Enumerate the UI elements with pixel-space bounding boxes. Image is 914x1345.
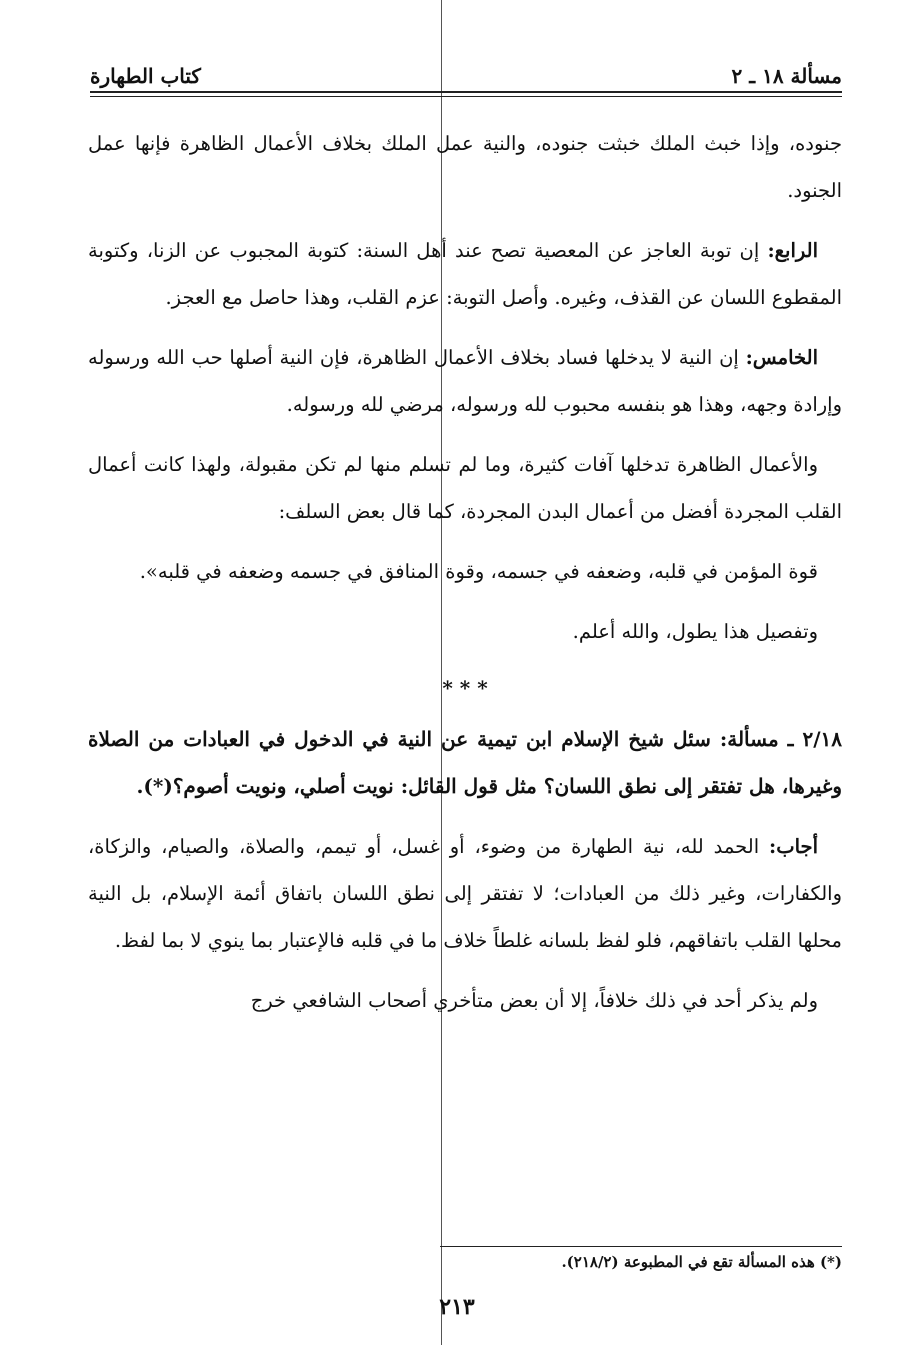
question-number: ٢/١٨ ـ مسألة: [719,727,843,751]
answer-text: الحمد لله، نية الطهارة من وضوء، أو غسل، أو تيمم، والصلاة، والصيام، والزكاة، والكفارات، وغير ذلك من العبادات؛ لا تفتقر إلى نطق اللسان باتفاق أئمة الإسلام، بل النية محلها القلب باتفاقهم، فلو لفظ بلسانه غلطاً خلاف ما في قلبه فالإعتبار بما ينوي لا بما لفظ. [88,835,842,952]
quote-paragraph: قوة المؤمن في قلبه، وضعفه في جسمه، وقوة المنافق في جسمه وضعفه في قلبه». [139,560,818,583]
answer-paragraph [88,823,842,964]
paragraph-2 [88,227,842,321]
header-rule-thick [90,91,842,93]
paragraph-1: جنوده، وإذا خبث الملك خبثت جنوده، والنية عمل الملك بخلاف الأعمال الظاهرة فإنها عمل الجنود. [88,132,842,202]
main-text [88,120,842,1037]
paragraph-2-text: إن توبة العاجز عن المعصية تصح عند أهل السنة: كتوبة المجبوب عن الزنا، وكتوبة المقطوع اللسان عن القذف، وغيره. وأصل التوبة: عزم القلب، وهذا حاصل مع العجز. [88,239,842,309]
paragraph-3-lead: الخامس: [745,346,818,369]
header-section-number: مسألة ١٨ ـ ٢ [731,64,842,88]
footnote: (*) هذه المسألة تقع في المطبوعة (٢١٨/٢). [561,1253,842,1271]
answer-lead: أجاب: [769,835,818,858]
question-text: سئل شيخ الإسلام ابن تيمية عن النية في الدخول في العبادات من الصلاة وغيرها، هل تفتقر إلى نطق اللسان؟ مثل قول القائل: نويت أصلي، ونويت أصوم؟(*). [88,727,842,798]
paragraph-4: والأعمال الظاهرة تدخلها آفات كثيرة، وما لم تسلم منها لم تكن مقبولة، ولهذا كانت أعمال القلب المجردة أفضل من أعمال البدن المجردة، كما قال بعض السلف: [88,453,842,523]
paragraph-6: وتفصيل هذا يطول، والله أعلم. [572,620,818,643]
question-paragraph [88,716,842,810]
footnote-rule [440,1246,842,1247]
paragraph-3-text: إن النية لا يدخلها فساد بخلاف الأعمال الظاهرة، فإن النية أصلها حب الله ورسوله وإرادة وجهه، وهذا هو بنفسه محبوب لله ورسوله، مرضي لله ورسوله. [88,346,842,416]
answer-continuation: ولم يذكر أحد في ذلك خلافاً، إلا أن بعض متأخري أصحاب الشافعي خرج [250,989,818,1012]
paragraph-2-lead: الرابع: [767,239,818,262]
running-header [90,56,842,88]
header-book-title: كتاب الطهارة [90,64,201,88]
page-number: ٢١٣ [439,1294,475,1320]
section-separator: * * * [442,676,488,700]
paragraph-3 [88,334,842,428]
header-rule-thin [90,96,842,97]
